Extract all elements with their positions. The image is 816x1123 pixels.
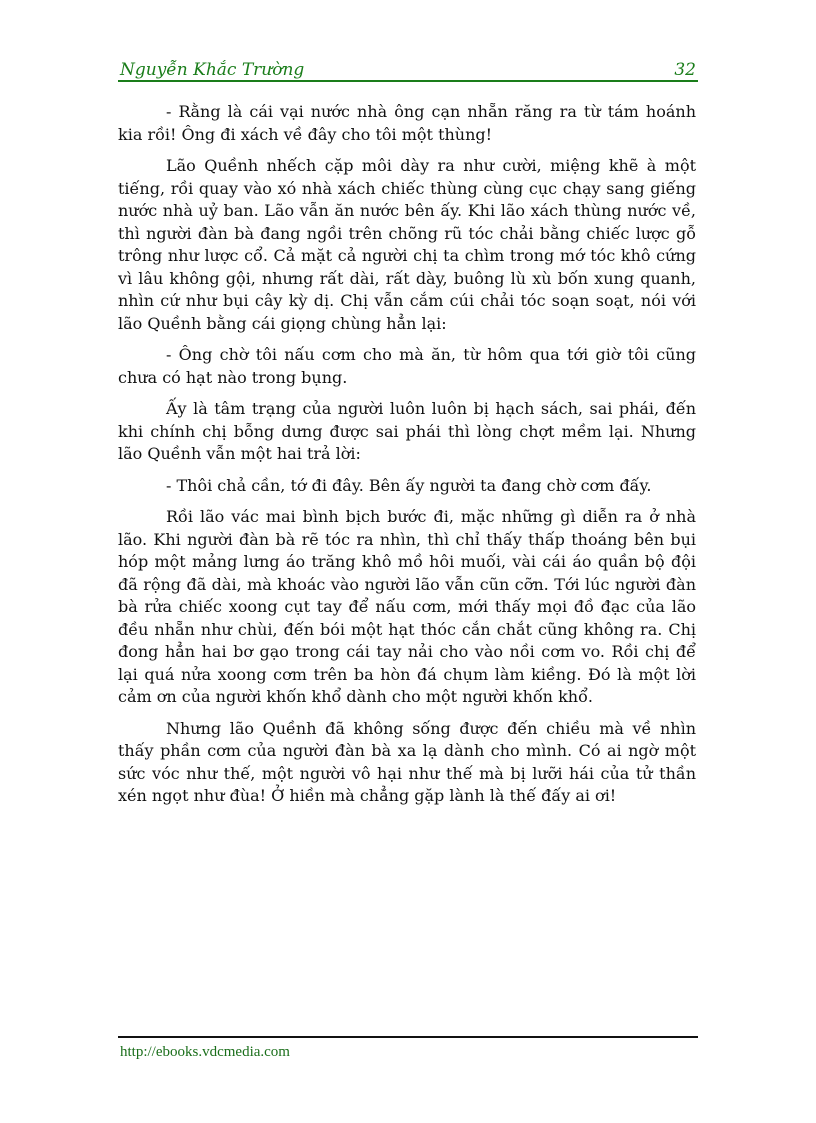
author-name: Nguyễn Khắc Trường [120,60,305,80]
footer-url: http://ebooks.vdcmedia.com [120,1044,290,1060]
paragraph: Ấy là tâm trạng của người luôn luôn bị hạch sách, sai phái, đến khi chính chị bỗng dưng được sai phái thì lòng chợt mềm lại. Nhưng lão Quềnh vẫn một hai trả lời: [118,399,696,463]
footer-divider [118,1036,698,1038]
body-text [118,101,696,817]
paragraph: - Ông chờ tôi nấu cơm cho mà ăn, từ hôm qua tới giờ tôi cũng chưa có hạt nào trong bụng. [118,345,696,387]
paragraph: - Thôi chả cần, tớ đi đây. Bên ấy người ta đang chờ cơm đấy. [166,475,652,495]
paragraph: - Rằng là cái vại nước nhà ông cạn nhẵn răng ra từ tám hoánh kia rồi! Ông đi xách về đây cho tôi một thùng! [118,102,696,144]
paragraph: Nhưng lão Quềnh đã không sống được đến chiều mà về nhìn thấy phần cơm của người đàn bà xa lạ dành cho mình. Có ai ngờ một sức vóc như thế, một người vô hại như thế mà bị lưỡi hái của tử thần xén ngọt như đùa! Ở hiền mà chẳng gặp lành là thế đấy ai ơi! [118,718,696,805]
page-header [118,58,698,82]
paragraph: Rồi lão vác mai bình bịch bước đi, mặc những gì diễn ra ở nhà lão. Khi người đàn bà rẽ tóc ra nhìn, thì chỉ thấy thấp thoáng bên bụi hóp một mảng lưng áo trăng khô mồ hôi muối, vài cái áo quần bộ đội đã rộng đã dài, mà khoác vào người lão vẫn cũn cỡn. Tới lúc người đàn bà rửa chiếc xoong cụt tay để nấu cơm, mới thấy mọi đồ đạc của lão đều nhẵn như chùi, đến bói một hạt thóc cắn chắt cũng không ra. Chị đong hẳn hai bơ gạo trong cái tay nải cho vào nồi cơm vo. Rồi chị để lại quá nửa xoong cơm trên ba hòn đá chụm làm kiềng. Đó là một lời cảm ơn của người khốn khổ dành cho một người khốn khổ. [118,507,696,706]
page-number: 32 [674,60,696,80]
paragraph: Lão Quềnh nhếch cặp môi dày ra như cười, miệng khẽ à một tiếng, rồi quay vào xó nhà xách chiếc thùng cùng cục chạy sang giếng nước nhà uỷ ban. Lão vẫn ăn nước bên ấy. Khi lão xách thùng nước về, thì người đàn bà đang ngồi trên chõng rũ tóc chải bằng chiếc lược gỗ trông như lược cổ. Cả mặt cả người chị ta chìm trong mớ tóc khô cứng vì lâu không gội, nhưng rất dài, rất dày, buông lù xù bốn xung quanh, nhìn cứ như bụi cây kỳ dị. Chị vẫn cắm cúi chải tóc soạn soạt, nói với lão Quềnh bằng cái giọng chùng hẳn lại: [118,156,696,333]
